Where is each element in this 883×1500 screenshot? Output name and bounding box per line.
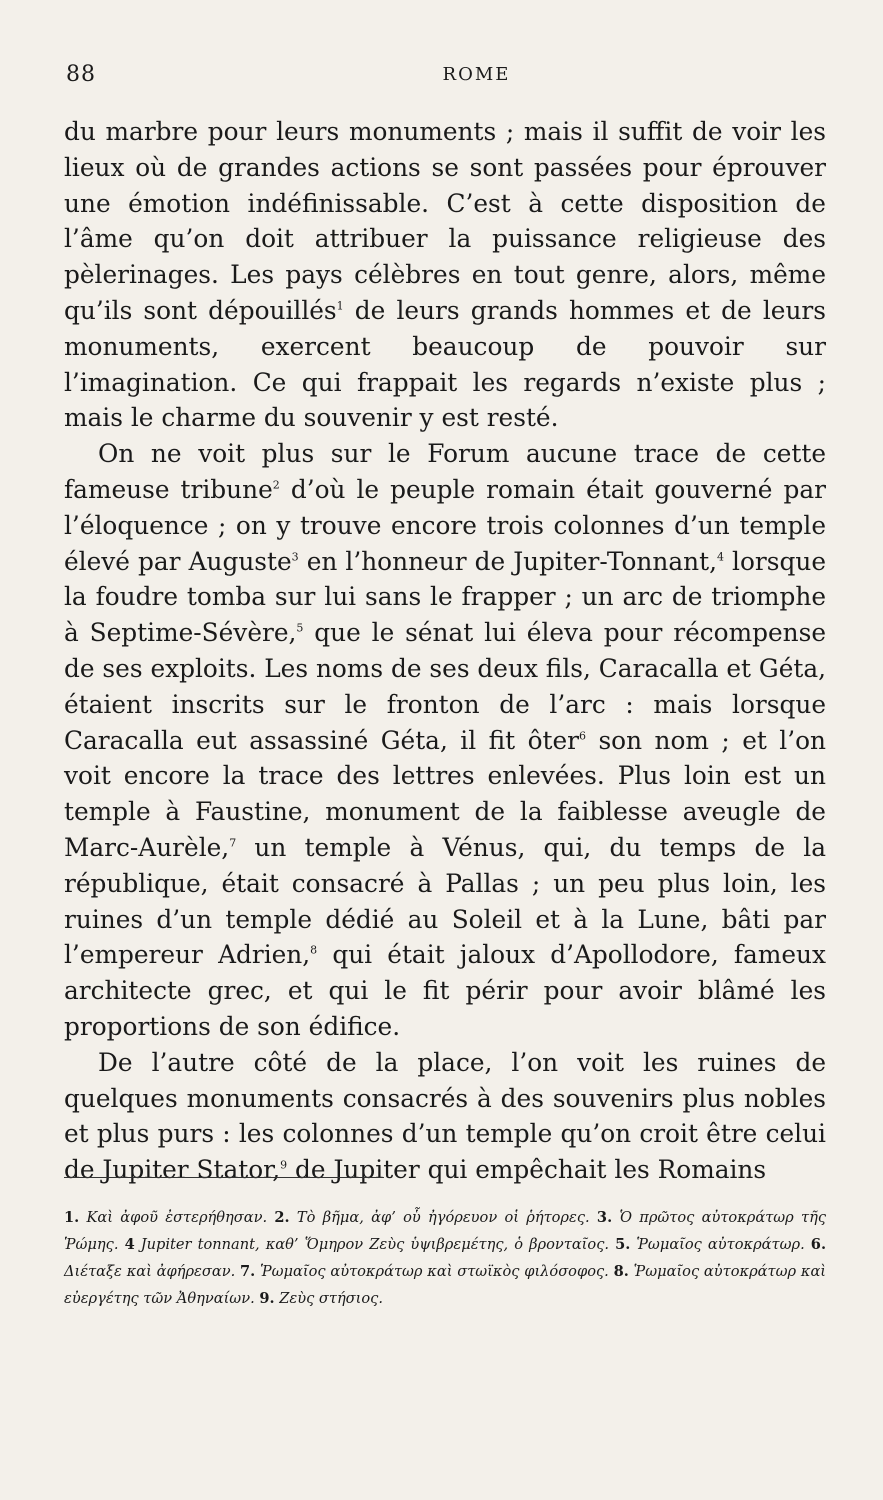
footnote-ref: 8 bbox=[310, 944, 318, 958]
paragraph bbox=[64, 1045, 826, 1188]
footnote-number: 4 bbox=[124, 1236, 135, 1253]
text-run: son nom ; et l’on voit encore la trace des lettres enlevées. Plus loin est un temple à Faustine, monument de la faiblesse aveugle de Marc-Aurèle, bbox=[64, 725, 827, 862]
footnote-number: 7. bbox=[240, 1263, 256, 1280]
footnote-number: 8. bbox=[613, 1263, 629, 1280]
footnote-block bbox=[64, 1204, 826, 1312]
running-title: ROME bbox=[442, 64, 511, 85]
footnote-text: Ὁ πρῶτος αὐτοκράτωρ τῆς Ῥώμης. bbox=[64, 1209, 827, 1253]
footnote-text: Ῥωμαῖος αὐτοκράτωρ. bbox=[636, 1236, 805, 1253]
body-text bbox=[64, 114, 826, 1188]
text-run: de leurs grands hommes et de leurs monuments, exercent beaucoup de pouvoir sur l’imagination. Ce qui frappait les regards n’existe plus ; mais le charme du souvenir y est resté. bbox=[64, 295, 826, 433]
text-run: en l’honneur de Jupiter-Tonnant, bbox=[298, 546, 717, 576]
text-run: du marbre pour leurs monuments ; mais il suffit de voir les lieux où de grandes actions se sont passées pour éprouver une émotion indéfinissable. C’est à cette disposition de l’âme qu’on doit attribuer la puissance religieuse des pèlerinages. Les pays célèbres en tout genre, alors, même qu’ils sont dépouillés bbox=[64, 117, 826, 325]
footnote-text: Ῥωμαῖος αὐτοκράτωρ καὶ εὐεργέτης τῶν Ἀθηναίων. bbox=[64, 1263, 827, 1307]
footnote-number: 3. bbox=[596, 1209, 613, 1226]
footnote-ref: 2 bbox=[272, 478, 280, 492]
footnotes bbox=[64, 1204, 826, 1312]
text-run: qui était jaloux d’Apollodore, fameux architecte grec, et qui le fit périr pour avoir blâmé les proportions de son édifice. bbox=[64, 940, 826, 1041]
paragraph bbox=[64, 114, 826, 436]
footnote-number: 9. bbox=[259, 1290, 275, 1307]
page-header bbox=[66, 62, 817, 92]
text-run: On ne voit plus sur le Forum aucune trace de cette fameuse tribune bbox=[64, 439, 826, 504]
footnote-ref: 4 bbox=[716, 550, 724, 564]
footnote-text: Ῥωμαῖος αὐτοκράτωρ καὶ στωϊκὸς φιλόσοφος. bbox=[260, 1263, 609, 1280]
footnote-separator bbox=[64, 1177, 384, 1178]
text-run: lorsque la foudre tomba sur lui sans le frapper ; un arc de triomphe à Septime-Sévère, bbox=[64, 546, 826, 648]
footnote-number: 2. bbox=[274, 1209, 290, 1226]
footnote-number: 5. bbox=[615, 1236, 631, 1253]
footnote-ref: 5 bbox=[296, 621, 304, 635]
paragraph bbox=[64, 436, 826, 1045]
page-number: 88 bbox=[66, 62, 96, 87]
footnote-ref: 3 bbox=[291, 550, 299, 564]
text-run: que le sénat lui éleva pour récompense de ses exploits. Les noms de ses deux fils, Caracalla et Géta, étaient inscrits sur le fronton de l’arc : mais lorsque Caracalla eut assassiné Géta, il fit ôter bbox=[64, 618, 826, 755]
text-run: d’où le peuple romain était gouverné par l’éloquence ; on y trouve encore trois colonnes d’un temple élevé par Auguste bbox=[64, 474, 827, 576]
text-run: De l’autre côté de la place, l’on voit les ruines de quelques monuments consacrés à des souvenirs plus nobles et plus purs : les colonnes d’un temple qu’on croit être celui de Jupiter Stator, bbox=[64, 1047, 826, 1185]
text-run: de Jupiter qui empêchait les Romains bbox=[287, 1155, 767, 1185]
footnote-ref: 1 bbox=[336, 299, 344, 313]
footnote-number: 1. bbox=[64, 1209, 80, 1226]
footnote-text: Jupiter tonnant, καθ’ Ὅμηρον Ζεὺς ὑψιβρεμέτης, ὁ βρονταῖος. bbox=[140, 1236, 609, 1253]
footnote-ref: 9 bbox=[280, 1158, 288, 1172]
footnote-text: Ζεὺς στήσιος. bbox=[279, 1290, 383, 1307]
footnote-text: Τὸ βῆμα, ἀφ’ οὗ ἠγόρευον οἱ ῥήτορες. bbox=[296, 1209, 590, 1226]
footnote-ref: 7 bbox=[229, 836, 237, 850]
footnote-number: 6. bbox=[810, 1236, 827, 1253]
footnote-text: Διέταξε καὶ ἀφήρεσαν. bbox=[64, 1263, 236, 1280]
footnote-text: Καὶ ἀφοῦ ἐστερήθησαν. bbox=[86, 1209, 268, 1226]
text-run: un temple à Vénus, qui, du temps de la république, était consacré à Pallas ; un peu plus loin, les ruines d’un temple dédié au Soleil et à la Lune, bâti par l’empereur Adrien, bbox=[64, 832, 826, 970]
footnote-ref: 6 bbox=[579, 729, 586, 743]
